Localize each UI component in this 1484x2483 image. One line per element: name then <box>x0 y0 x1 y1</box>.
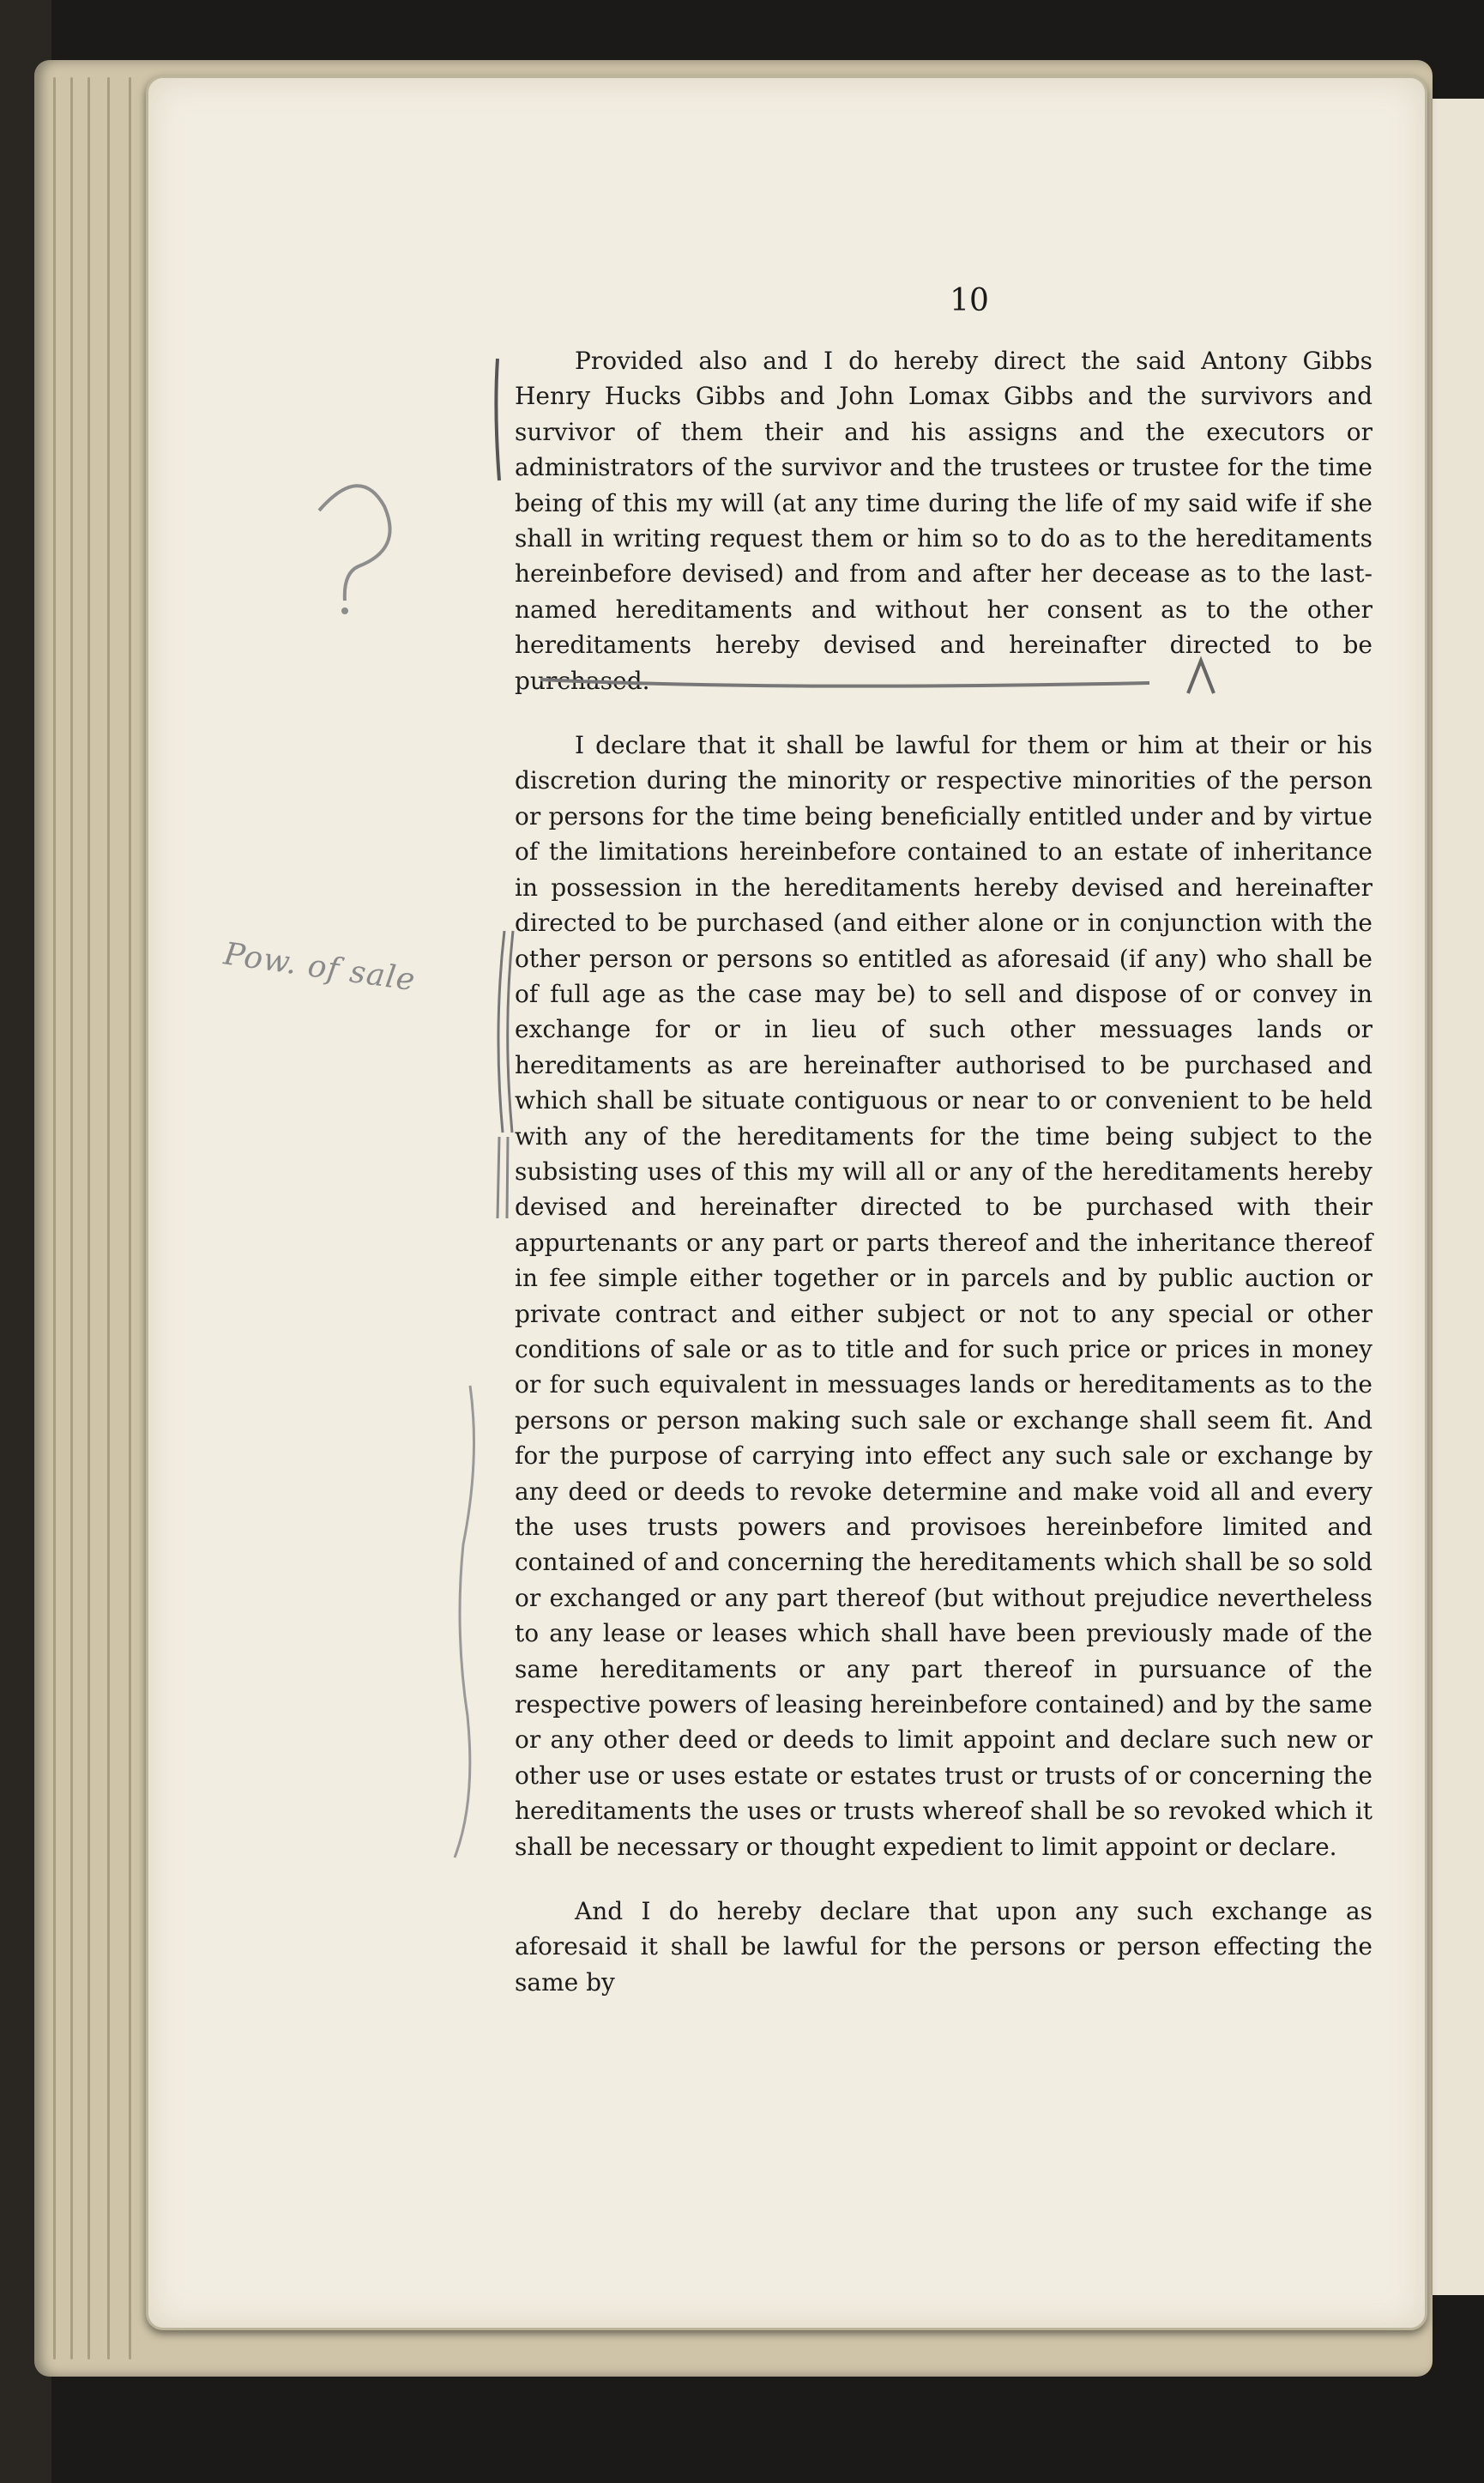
page-edge <box>129 77 131 2359</box>
paragraph-proviso: Provided also and I do hereby direct the said Antony Gibbs Henry Hucks Gibbs and John Lomax Gibbs and the survivors and survivor of them their and his assigns and the executors or administrators of the survivor and the trustees or trustee for the time being of this my will (at any time during the life of my said wife if she shall in writing request them or him so to do as to the hereditaments hereinbefore devised) and from and after her decease as to the last-named hereditaments and without her consent as to the other hereditaments hereby devised and hereinafter directed to be purchased. <box>515 347 1372 695</box>
paragraph-power-of-sale: I declare that it shall be lawful for them or him at their or his discretion during the minority or respective minorities of the person or persons for the time being beneficially entitled under and by virtue of the limitations hereinbefore contained to an estate of inheritance in possession in the hereditaments hereby devised and hereinafter directed to be purchased (and either alone or in conjunction with the other person or persons so entitled as aforesaid (if any) who shall be of full age as the case may be) to sell and dispose of or convey in exchange for or in lieu of such other messuages lands or hereditaments as are hereinafter authorised to be purchased and which shall be situate contiguous or near to or convenient to be held with any of the hereditaments for the time being subject to the subsisting uses of this my will all or any of the hereditaments hereby devised and hereinafter directed to be purchased with their appurtenants or any part or parts thereof and the inheritance thereof in fee simple either together or in parcels and by public auction or private contract and either subject or not to any special or other conditions of sale or as to title and for such price or prices in money or for such equivalent in messuages lands or hereditaments as to the persons or person making such sale or exchange shall seem fit. And for the purpose of carrying into effect any such sale or exchange by any deed or deeds to revoke determine and make void all and every the uses trusts powers and provisoes hereinbefore limited and contained of and concerning the hereditaments which shall be so sold or exchanged or any part thereof (but without prejudice nevertheless to any lease or leases which shall have been previously made of the same hereditaments or any part thereof in pursuance of the respective powers of leasing hereinbefore contained) and by the same or any other deed or deeds to limit appoint and declare such new or other use or uses estate or estates trust or trusts of or concerning the hereditaments the uses or trusts whereof shall be so revoked which it shall be necessary or thought expedient to limit appoint or declare. <box>515 731 1372 1861</box>
paragraph-exchange: And I do hereby declare that upon any such exchange as aforesaid it shall be lawful for the persons or person effecting the same by <box>515 1897 1372 1997</box>
page-number: 10 <box>950 283 989 318</box>
page-edge <box>53 77 56 2359</box>
facing-page-edge <box>1431 99 1484 2295</box>
margin-note: Pow. of sale <box>221 936 418 999</box>
page-edge <box>70 77 73 2359</box>
page-edge <box>87 77 90 2359</box>
body-text <box>515 343 1372 2029</box>
page-edge <box>107 77 110 2359</box>
